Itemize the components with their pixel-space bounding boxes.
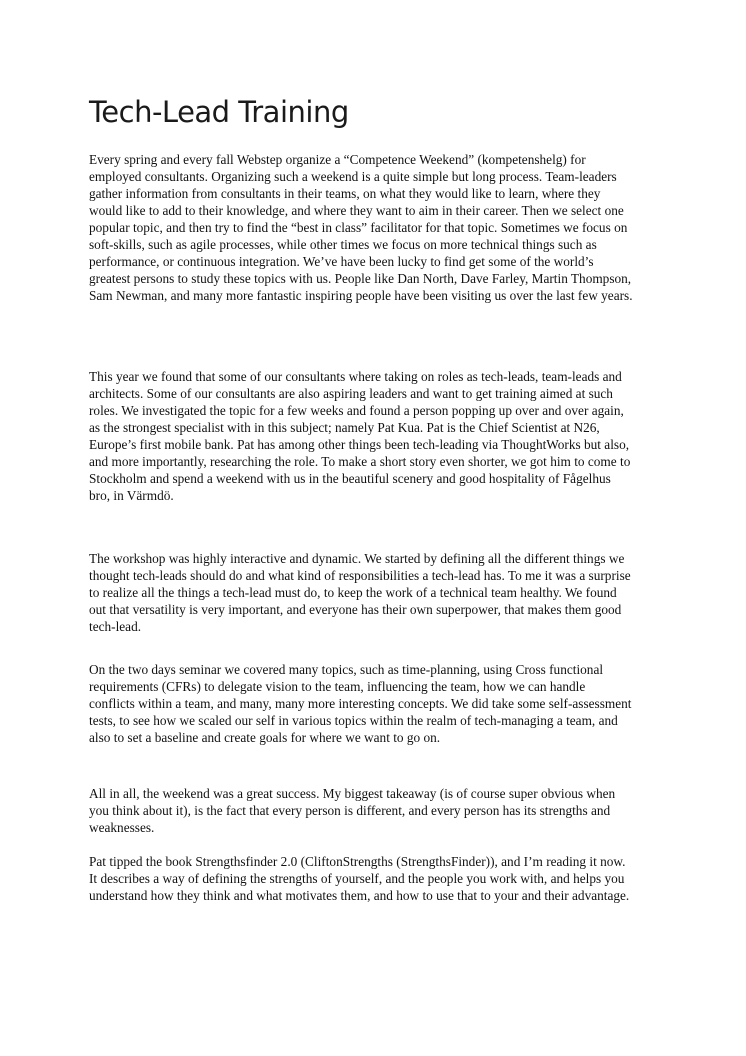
paragraph-strengthsfinder: Pat tipped the book Strengthsfinder 2.0 (CliftonStrengths (StrengthsFinder)), and I’m reading it now. It describes a way of defining the strengths of yourself, and the people you work with, and helps you understand how they think and what motivates them, and how to use that to your and their advantage. [89,854,630,903]
paragraph-pat-kua: This year we found that some of our consultants where taking on roles as tech-leads, team-leads and architects. Some of our consultants are also aspiring leaders and want to get training aimed at such roles. We investigated the topic for a few weeks and found a person popping up over and over again, as the strongest specialist with in this subject; namely Pat Kua. Pat is the Chief Scientist at N26, Europe’s first mobile bank. Pat has among other things been tech-leading via ThoughtWorks but also, and more importantly, researching the role. To make a short story even shorter, we got him to come to Stockholm and spend a weekend with us in the beautiful scenery and good hospitality of Fågelhus bro, in Värmdö. [89,369,631,503]
paragraph-competence-weekend: Every spring and every fall Webstep organize a “Competence Weekend” (kompetenshelg) for employed consultants. Organizing such a weekend is a quite simple but long process. Team-leaders gather information from consultants in their teams, on what they would like to learn, where they would like to add to their knowledge, and where they want to aim in their career. Then we select one popular topic, and then try to find the “best in class” facilitator for that topic. Sometimes we focus on soft-skills, such as agile processes, while other times we focus on more technical things such as performance, or continuous integration. We’ve have been lucky to find get some of the world’s greatest persons to study these topics with us. People like Dan North, Dave Farley, Martin Thompson, Sam Newman, and many more fantastic inspiring people have been visiting us over the last few years. [89,152,633,303]
paragraph-takeaway: All in all, the weekend was a great success. My biggest takeaway (is of course super obvious when you think about it), is the fact that every person is different, and every person has its strengths and weaknesses. [89,786,616,835]
paragraph-seminar-topics: On the two days seminar we covered many topics, such as time-planning, using Cross functional requirements (CFRs) to delegate vision to the team, influencing the team, how we can handle conflicts within a team, and many, many more interesting concepts. We did take some self-assessment tests, to see how we scaled our self in various topics within the realm of tech-managing a team, and also to set a baseline and create goals for where we want to go on. [89,662,632,745]
paragraph-workshop: The workshop was highly interactive and dynamic. We started by defining all the different things we thought tech-leads should do and what kind of responsibilities a tech-lead has. To me it was a surprise to realize all the things a tech-lead must do, to keep the work of a technical team healthy. We found out that versatility is very important, and everyone has their own superpower, that makes them good tech-lead. [89,551,631,634]
document-title: Tech-Lead Training [89,95,349,129]
